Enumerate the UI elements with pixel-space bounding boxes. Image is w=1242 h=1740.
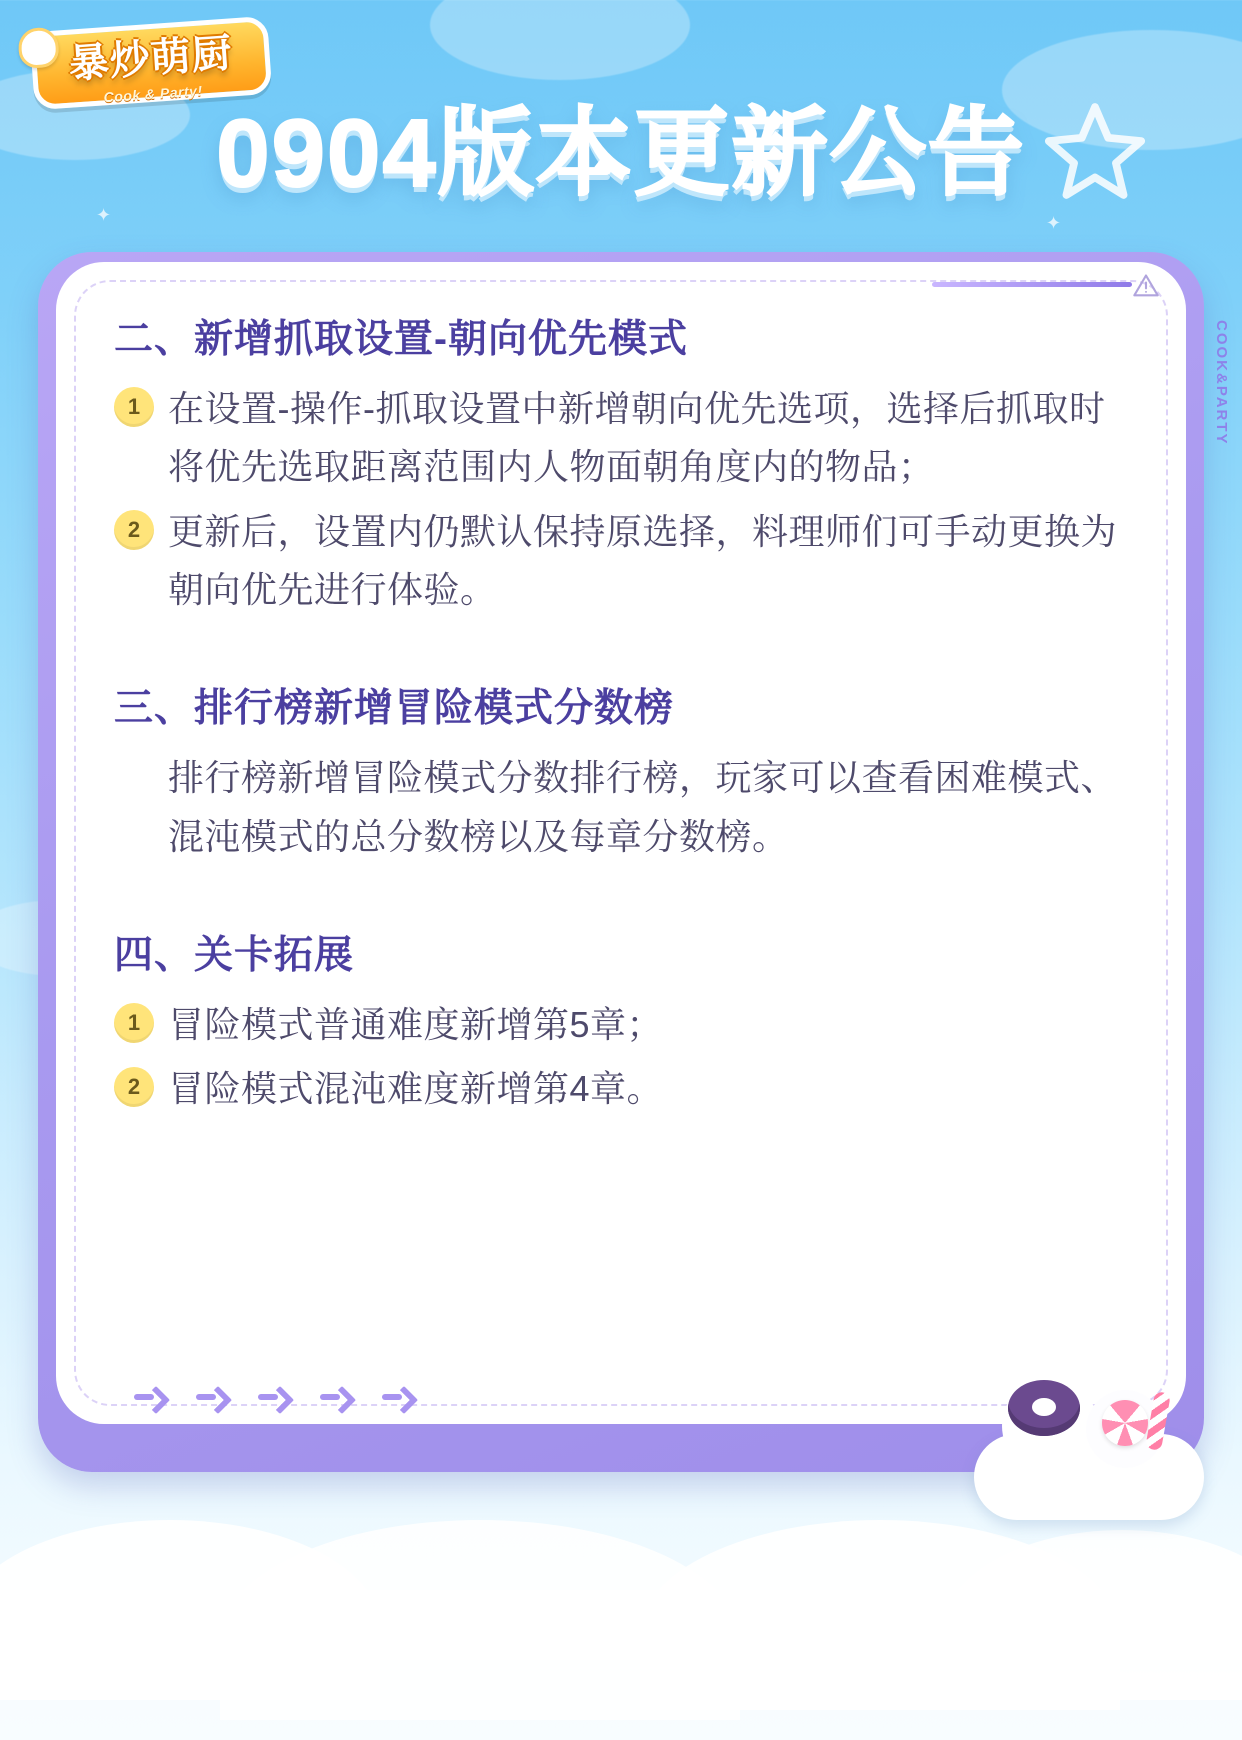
list-item-text: 更新后，设置内仍默认保持原选择，料理师们可手动更换为朝向优先进行体验。 <box>168 510 1118 610</box>
sparkle-icon-2: ✦ <box>1046 213 1062 233</box>
list-item <box>114 503 1136 620</box>
logo-title-en: Cook & Party! <box>103 81 204 105</box>
list-item-badge: 1 <box>114 1003 154 1043</box>
section-heading: 四、关卡拓展 <box>114 933 355 977</box>
list-item <box>114 380 1136 497</box>
arrow-right-icon <box>196 1388 230 1406</box>
donut-icon <box>1008 1380 1080 1436</box>
card-top-accent-line <box>932 282 1132 287</box>
page-title: 0904版本更新公告 <box>216 100 1026 207</box>
section-grab-settings <box>114 308 1136 619</box>
section-heading: 二、新增抓取设置-朝向优先模式 <box>114 318 688 361</box>
arrow-right-icon <box>134 1388 168 1406</box>
sparkle-icon-1: ✦ <box>96 205 112 225</box>
list-item-badge: 2 <box>114 1067 154 1107</box>
lollipop-icon <box>1102 1400 1148 1446</box>
announcement-card <box>56 262 1186 1424</box>
list-item <box>114 996 1136 1054</box>
arrow-right-icon <box>382 1388 416 1406</box>
list-item-badge: 1 <box>114 387 154 427</box>
bg-cloud-2 <box>430 0 690 80</box>
section-paragraph: 排行榜新增冒险模式分数排行榜，玩家可以查看困难模式、混沌模式的总分数榜以及每章分数榜。 <box>168 757 1118 857</box>
section-leaderboard <box>114 677 1136 866</box>
list-item-text: 在设置-操作-抓取设置中新增朝向优先选项，选择后抓取时将优先选取距离范围内人物面朝角度内的物品； <box>168 388 1106 488</box>
list-item-text: 冒险模式普通难度新增第5章； <box>168 1003 664 1045</box>
list-item <box>114 1060 1136 1118</box>
section-level-expansion <box>114 924 1136 1119</box>
star-outline-icon <box>1040 96 1150 206</box>
side-brand-tag: COOK&PARTY <box>1213 320 1230 446</box>
card-content <box>114 308 1136 1125</box>
warning-triangle-icon <box>1132 272 1160 300</box>
list-item-text: 冒险模式混沌难度新增第4章。 <box>168 1068 664 1110</box>
list-item-badge: 2 <box>114 510 154 550</box>
arrow-right-icon <box>258 1388 292 1406</box>
arrow-right-icon <box>320 1388 354 1406</box>
dessert-cloud-decoration <box>974 1370 1204 1520</box>
section-heading: 三、排行榜新增冒险模式分数榜 <box>114 687 675 731</box>
logo-title-cn: 暴炒萌厨 <box>67 30 234 87</box>
arrow-decoration-strip <box>134 1388 416 1406</box>
